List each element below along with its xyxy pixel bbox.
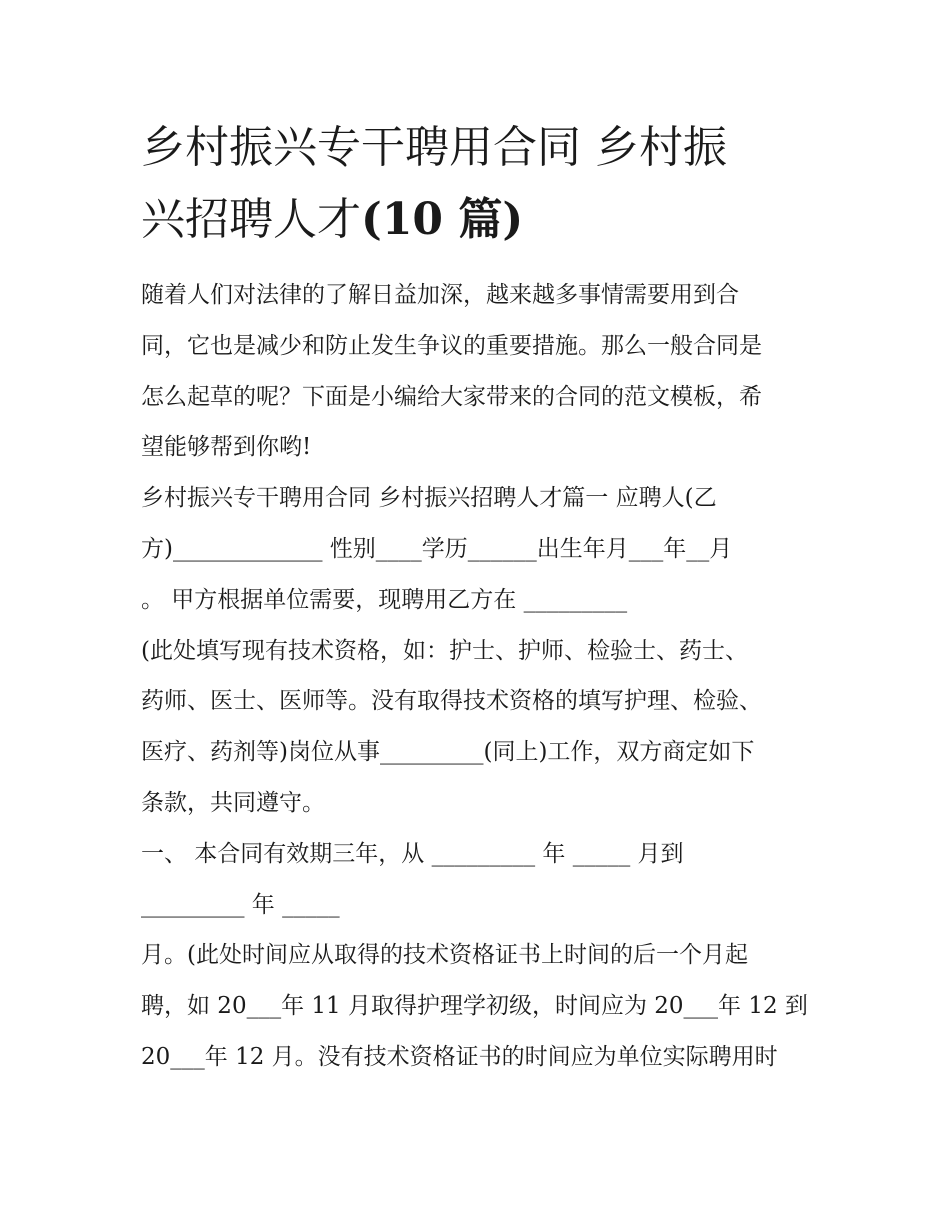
body-line: 随着人们对法律的了解日益加深，越来越多事情需要用到合 — [141, 282, 739, 308]
body-line: 怎么起草的呢？下面是小编给大家带来的合同的范文模板，希 — [141, 383, 762, 410]
body-line: 望能够帮到你哟! — [141, 434, 312, 461]
body-line: 条款，共同遵守。 — [141, 789, 325, 816]
body-line: (此处填写现有技术资格，如：护士、护师、检验士、药士、 — [141, 637, 748, 664]
body-line: 聘，如 20___年 11 月取得护理学初级，时间应为 20___年 12 到 — [141, 993, 808, 1020]
title-count: (10 篇) — [361, 194, 524, 245]
body-line: 方)_____________ 性别____学历______出生年月___年__月 — [141, 535, 733, 562]
document-content — [141, 112, 821, 1083]
body-line: _________ 年 _____ — [141, 891, 340, 918]
body-line: 月。(此处时间应从取得的技术资格证书上时间的后一个月起 — [141, 942, 748, 969]
body-line: 一、 本合同有效期三年，从 _________ 年 _____ 月到 — [141, 840, 684, 867]
body-line: 药师、医士、医师等。没有取得技术资格的填写护理、检验、 — [141, 688, 762, 715]
title-line-2-text: 兴招聘人才 — [141, 194, 361, 245]
body-line: 。 甲方根据单位需要，现聘用乙方在 _________ — [141, 586, 628, 613]
body-line: 同，它也是减少和防止发生争议的重要措施。那么一般合同是 — [141, 332, 762, 359]
document-title — [141, 112, 821, 256]
body-line: 医疗、药剂等)岗位从事_________(同上)工作，双方商定如下 — [141, 739, 755, 766]
document-body — [141, 270, 821, 1083]
body-line: 20___年 12 月。没有技术资格证书的时间应为单位实际聘用时 — [141, 1043, 778, 1070]
title-line-1: 乡村振兴专干聘用合同 乡村振 — [141, 122, 727, 173]
body-line: 乡村振兴专干聘用合同 乡村振兴招聘人才篇一 应聘人(乙 — [141, 485, 717, 512]
title-line-2 — [141, 184, 821, 256]
